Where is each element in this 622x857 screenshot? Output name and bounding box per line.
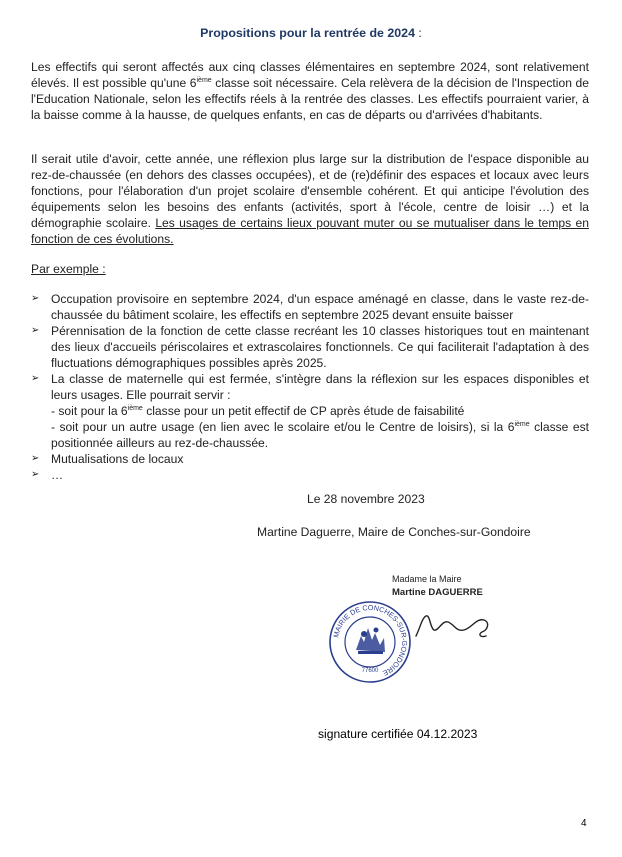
paragraph2-underlined: Les usages de certains lieux pouvant muter ou se mutualiser dans le temps en fonction de ces évolutions. [31,216,589,246]
example-label: Par exemple : [31,262,106,276]
page-title [0,26,622,40]
arrow-bullet-icon: ➢ [31,373,40,384]
bullet-text: Mutualisations de locaux [51,452,184,466]
handwritten-signature-icon [412,608,502,642]
sub-item-end: classe est positionnée ailleurs au rez-de-chaussée. [51,420,589,450]
sub-item-sup: ième [127,404,143,412]
list-item [31,451,589,467]
arrow-bullet-icon: ➢ [31,453,40,464]
town-seal-icon [328,600,412,684]
paragraph1-end: classe soit nécessaire. Cela relèvera de la décision de l'Inspection de l'Education Nationale, selon les effectifs réels à la rentrée des classes. Les effectifs pourraient varier, à la baisse comme à la hausse, de quelques enfants, en cas de départs ou d'arrivées d'habitants. [31,76,589,122]
bullet-text: … [51,468,64,482]
bullet-text: Pérennisation de la fonction de cette classe recréant les 10 classes historiques tout en maintenant des lieux d'accueils périscolaires et extrascolaires fonctionnels. Ce qui faciliterait l'adaptation à des fluctuations démographiques possibles après 2025. [51,324,589,370]
title-text: Propositions pour la rentrée de 2024 [200,26,415,40]
paragraph-reflexion [31,151,589,247]
seal-postcode: 77600 [361,668,379,674]
signer-line: Martine Daguerre, Maire de Conches-sur-Gondoire [257,525,531,539]
sub-item-start: - soit pour la 6 [51,404,128,418]
arrow-bullet-icon: ➢ [31,293,40,304]
paragraph-effectifs [31,59,589,123]
list-item [31,323,589,371]
sub-item-start: - soit pour un autre usage (en lien avec le scolaire et/ou le Centre de loisirs), si la 6 [51,420,515,434]
seal-emblem-icon [356,628,385,655]
page-number: 4 [581,818,587,829]
arrow-bullet-icon: ➢ [31,325,40,336]
proposal-list [31,291,589,483]
paragraph1-start: Les effectifs qui seront affectés aux cinq classes élémentaires en septembre 2024, sont relativement élevés. Il est possible qu'une 6 [31,60,589,90]
document-date: Le 28 novembre 2023 [307,492,425,506]
list-item [31,371,589,451]
paragraph1-sup: ième [196,76,212,84]
sub-item-end: classe pour un petit effectif de CP après étude de faisabilité [142,404,465,418]
certification-note: signature certifiée 04.12.2023 [318,727,478,741]
sub-item [51,419,589,451]
bullet-text: La classe de maternelle qui est fermée, s'intègre dans la réflexion sur les espaces disponibles et leurs usages. Elle pourrait servir : [51,372,589,402]
seal-ring-text: MAIRIE DE CONCHES-SUR-GONDOIRE [331,602,410,678]
sub-item-sup: ième [514,420,530,428]
sub-item [51,403,589,419]
stamp-name: Martine DAGUERRE [392,587,483,598]
stamp-title: Madame la Maire [392,574,462,584]
list-item [31,467,589,483]
title-colon: : [418,26,422,40]
paragraph2-text: Il serait utile d'avoir, cette année, une réflexion plus large sur la distribution de l'espace disponible au rez-de-chaussée (en dehors des classes occupées), et de (re)définir des espaces et locaux avec leurs fonctions, pour l'élaboration d'un projet scolaire d'ensemble cohérent. Et qui anticipe l'évolution des équipements selon les besoins des enfants (activités, sport à l'école, centre de loisir …) et la démographie scolaire. [31,152,589,230]
bullet-text: Occupation provisoire en septembre 2024, d'un espace aménagé en classe, dans le vaste rez-de-chaussée du bâtiment scolaire, les effectifs en septembre 2025 devant ensuite baisser [51,292,589,322]
list-item [31,291,589,323]
arrow-bullet-icon: ➢ [31,469,40,480]
